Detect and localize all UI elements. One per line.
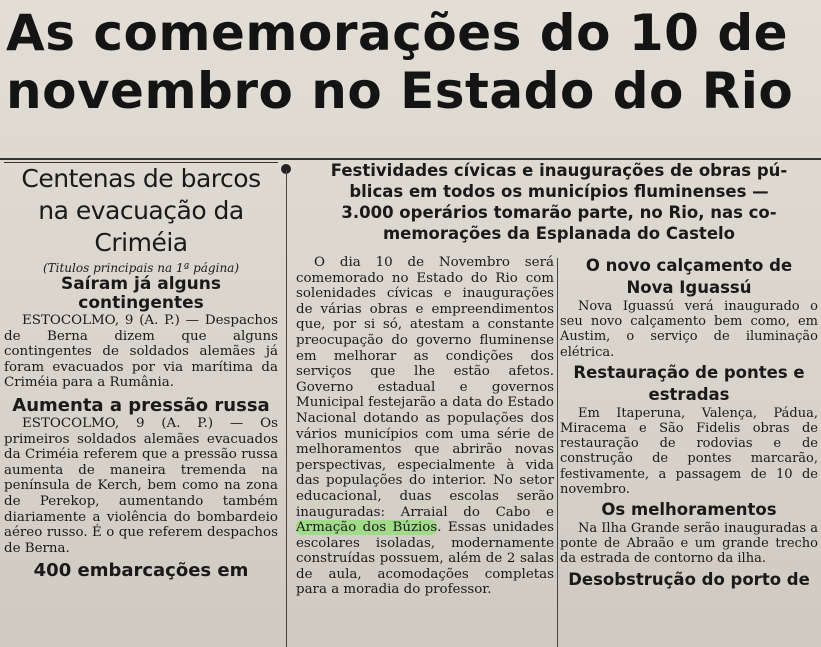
headline-line-2: novembro no Estado do Rio	[6, 62, 794, 120]
subdeck-line-1: Festividades cívicas e inaugurações de obras pú-	[330, 161, 788, 180]
column-main-article	[296, 255, 554, 598]
main-article-text-b: . Essas unidades escolares isoladas, modernamente construídas possuem, além de 2 salas de aula, acomodações completas para a moradia do professor.	[296, 520, 554, 598]
section-head-vessels: 400 embarcações em	[33, 560, 249, 582]
main-article-body	[296, 255, 554, 598]
article-contingents: ESTOCOLMO, 9 (A. P.) — Despachos de Berna dizem que alguns contingentes de soldados alemães já foram evacuados por via marítima da Criméia para a Rumânia.	[4, 313, 278, 391]
main-headline	[6, 4, 818, 120]
column-crimea	[4, 162, 278, 581]
titles-note: (Titulos principais na 1ª página)	[42, 261, 240, 275]
crimea-title: Centenas de barcos na evacuação da Criméia	[4, 162, 278, 259]
section-head-paving: O novo calçamento de Nova Iguassú	[585, 256, 793, 297]
column-improvements	[560, 255, 818, 591]
section-head-improvements: Os melhoramentos	[601, 500, 777, 520]
column-rule-2	[557, 258, 558, 647]
sub-headline-deck	[300, 160, 818, 244]
subdeck-line-2: blicas em todos os municípios fluminenses —	[349, 182, 769, 201]
article-improvements: Na Ilha Grande serão inauguradas a ponte de Abraão e um grande trecho da estrada de contorno da ilha.	[560, 521, 818, 567]
subdeck-line-4: memorações da Esplanada do Castelo	[382, 224, 736, 243]
section-head-port: Desobstrução do porto de	[568, 569, 810, 589]
column-rule-1	[286, 170, 287, 647]
headline-line-1: As comemorações do 10 de	[6, 4, 789, 62]
article-pressure: ESTOCOLMO, 9 (A. P.) — Os primeiros soldados alemães evacuados da Criméia referem que a pressão russa aumenta de maneira tremenda na península de Kerch, bem como na zona de Perekop, aumentando também diariamente a violência do bombardeio aéreo russo. É o que referem despachos de Berna.	[4, 415, 278, 556]
subdeck-line-3: 3.000 operários tomarão parte, no Rio, nas co-	[341, 203, 777, 222]
article-bridges: Em Itaperuna, Valença, Pádua, Miracema e São Fidelis obras de restauração de rodovias e de construção de pontes marcarão, festivamente, a passagem de 10 de novembro.	[560, 405, 818, 497]
main-article-text-a: O dia 10 de Novembro será comemorado no Estado do Rio com solenidades cívicas e inaugurações de várias obras e empreendimentos que, por si só, atestam a constante preocupação do governo fluminense em melhorar as condições dos serviços que lhe estão afetos. Governo estadual e governos Municipal festejarão a data do Estado Nacional dotando as populações dos vários municípios com uma série de melhoramentos que abrirão novas perspectivas, especialmente à vida das populações do interior. No setor educacional, duas escolas serão inauguradas: Arraial do Cabo e	[296, 255, 554, 520]
section-head-bridges: Restauração de pontes e estradas	[573, 362, 805, 404]
article-paving: Nova Iguassú verá inaugurado o seu novo calçamento bem como, em Austim, o serviço de iluminação elétrica.	[560, 299, 818, 360]
section-head-pressure: Aumenta a pressão russa	[12, 394, 270, 416]
highlighted-text: Armação dos Búzios	[296, 520, 438, 536]
section-head-contingents: Saíram já alguns contingentes	[60, 274, 222, 313]
